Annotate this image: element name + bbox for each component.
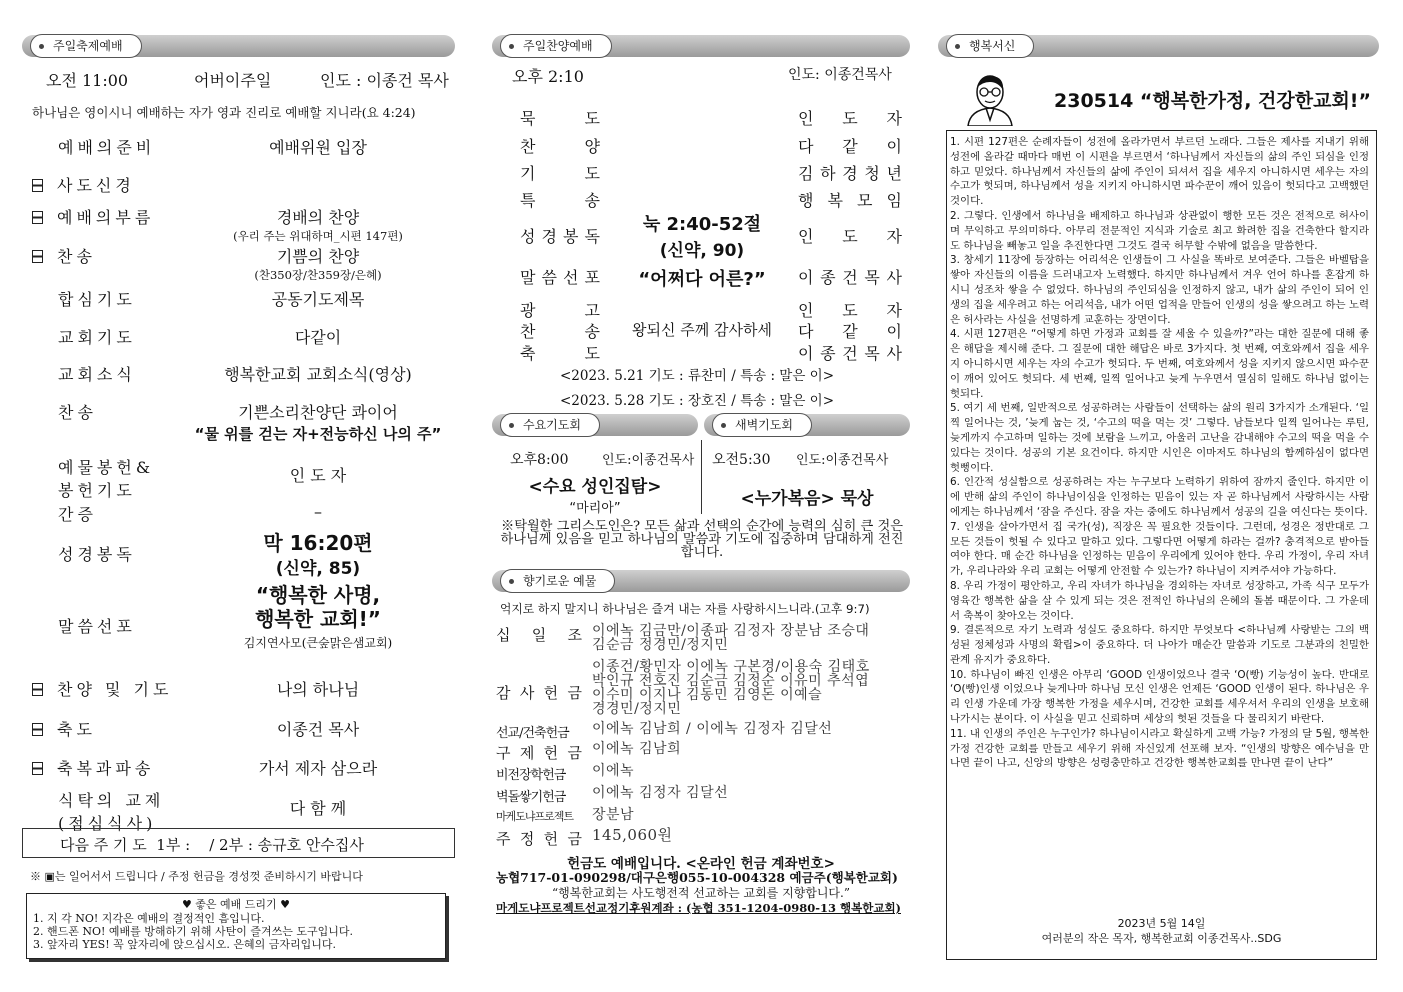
- letter-paragraph: 8. 우리 가정이 평안하고, 우리 자녀가 하나님을 경외하는 자녀로 성장하고, 가족 식구 모두가 영육간 행복한 삶을 살 수 있게 되는 것은 전적인 하나님의 은혜의 돌봄 때문이다. 그 가운데서 축복이 찾아오는 것이다.: [950, 579, 1369, 622]
- afternoon-order-label: [520, 298, 600, 321]
- order-label-text: (점심식사): [58, 814, 157, 833]
- order-label-text: 축복과파송: [57, 759, 155, 778]
- label-char: 양: [584, 137, 600, 156]
- order-label: [32, 677, 192, 700]
- leader-char: 도: [842, 227, 858, 246]
- standing-note: ※ ▣는 일어서서 드립니다 / 주정 헌금을 경성껏 준비하시기 바랍니다: [30, 870, 363, 883]
- letter-paragraph: 2. 그렇다. 인생에서 하나님을 배제하고 하나님과 상관없이 행한 모든 것은 전적으로 허사이며 무익하고 무의미하다. 아무리 전문적인 지식과 기술로 최고 화려한 집을 건축한다 할지라도 하나님을 빼놓고 일을 추진한다면 그것도 결국 허무할 수밖에 없음을 말씀한다.: [950, 209, 1369, 252]
- label-char: 독: [584, 227, 600, 246]
- afternoon-order-leader: [798, 188, 902, 211]
- order-label-text: 사도신경: [57, 176, 135, 195]
- label-char: 사: [519, 684, 535, 702]
- leader-char: 같: [842, 322, 858, 341]
- good-worship-box: [26, 893, 446, 959]
- service-occasion: 어버이주일: [194, 71, 272, 90]
- letter-paragraph: 9. 결론적으로 자기 노력과 성실도 중요하다. 하지만 무엇보다 <하나님께 사랑받는 그의 백성된 정체성과 사명의 확립>이 중요하다. 더 나아가 매순간 말씀과 기도로 그분과의 친밀한 관계 유지가 중요하다.: [950, 624, 1369, 666]
- pastor-letter-column: [938, 0, 1379, 992]
- order-label-text: 식탁의 교제: [58, 791, 165, 810]
- order-value: [182, 756, 454, 779]
- leader-char: 인: [798, 109, 814, 128]
- order-value: [182, 677, 454, 700]
- order-value-sub: 김지연사모(큰숲맑은샘교회): [243, 636, 393, 650]
- section-header-bar: [492, 414, 698, 436]
- order-label: [32, 717, 192, 740]
- section-header-offering: 향기로운 예물: [500, 569, 615, 593]
- label-char: 제: [519, 744, 535, 762]
- order-label: [32, 756, 192, 779]
- leader-char: 임: [886, 191, 902, 210]
- leader-char: 다: [798, 322, 814, 341]
- leader-char: 인: [798, 301, 814, 320]
- order-value-text: 행복한교회 교회소식(영상): [224, 365, 412, 384]
- divider: [701, 440, 702, 514]
- label-char: 말: [520, 268, 536, 287]
- order-label-text: 성경봉독: [58, 545, 136, 564]
- order-value: [182, 796, 454, 819]
- offering-label: [496, 682, 582, 703]
- label-char: 감: [496, 684, 511, 702]
- order-value: [182, 717, 454, 740]
- afternoon-worship-column: [492, 0, 912, 992]
- afternoon-order-leader: [798, 106, 902, 129]
- leader-char: 경: [842, 164, 858, 183]
- section-header-morning: 주일축제예배: [30, 34, 142, 58]
- label-char: 선: [563, 268, 579, 287]
- standing-mark-icon: [32, 723, 43, 736]
- order-label-text: 합심기도: [58, 290, 136, 309]
- leader-char: 이: [798, 268, 814, 287]
- order-value: [182, 205, 454, 244]
- label-char: 포: [584, 268, 600, 287]
- order-label-text: 봉헌기도: [58, 481, 136, 500]
- offering-label: 선교/건축헌금: [496, 726, 569, 741]
- leader-char: 목: [864, 268, 880, 287]
- order-value-text: 인 도 자: [289, 466, 347, 485]
- order-value-text: 나의 하나님: [276, 680, 360, 699]
- label-char: 특: [520, 191, 536, 210]
- wed-time: 오후8:00: [510, 452, 569, 468]
- leader-char: 자: [886, 227, 902, 246]
- afternoon-order-label: [520, 106, 600, 129]
- order-label-text: 예물봉헌&: [58, 458, 155, 477]
- order-value-text: 기쁨의 찬양: [276, 247, 360, 266]
- letter-body: [950, 135, 1369, 771]
- order-value-text: 공동기도제목: [271, 290, 365, 309]
- afternoon-order-leader: [798, 265, 902, 288]
- order-label-text: 예배의부름: [57, 208, 155, 227]
- label-char: 성: [520, 227, 536, 246]
- afternoon-order-content: [612, 319, 792, 340]
- offering-label: [496, 624, 582, 645]
- offering-value: 이에녹: [592, 763, 635, 779]
- next-prayer: 다음 주 기 도 1부 : / 2부 : 송규호 안수집사: [60, 836, 364, 854]
- wed-subtitle: “마리아”: [569, 501, 621, 516]
- exhortation: ※탁월한 그리스도인은? 모든 삶과 선택의 순간에 능력의 심히 큰 것은 하나님께 있음을 믿고 하나님의 말씀과 기도에 집중하며 담대하게 전진합니다.: [500, 519, 904, 560]
- account-note: “행복한교회는 사도행전적 선교하는 교회를 지향합니다.”: [552, 886, 850, 900]
- label-char: 씀: [541, 268, 557, 287]
- good-worship-line: 1. 지 각 NO! 지각은 예배의 결정적인 흠입니다.: [33, 912, 265, 925]
- label-char: 금: [567, 830, 582, 848]
- letter-paragraph: 11. 내 인생의 주인은 누구인가? 하나님이시라고 확실하게 고백 가능? 가정의 달 5월, 행복한 가정 건강한 교회를 만들고 세우기 위해 자신있게 선포해 보자. “인생의 방향은 예수님을 만나면 끝이 나고, 신앙의 방향은 성령충만하고 건강한 행복한교회를 만나면 끝이 난다”: [950, 727, 1369, 770]
- offering-label: 벽돌쌓기헌금: [496, 790, 566, 805]
- label-char: 광: [520, 301, 536, 320]
- order-label-text: 예배의준비: [58, 138, 156, 157]
- afternoon-leader: 인도: 이종건목사: [788, 67, 892, 83]
- afternoon-order-label: [520, 224, 600, 247]
- offering-value: 장분남: [592, 807, 635, 823]
- afternoon-order-label: [520, 341, 600, 364]
- standing-mark-icon: [32, 250, 43, 263]
- section-header-wednesday: 수요기도회: [500, 413, 600, 437]
- afternoon-order-leader: [798, 319, 902, 342]
- pastor-portrait-icon: [962, 70, 1018, 126]
- dawn-leader: 인도:이종건목사: [796, 453, 889, 468]
- label-char: 묵: [520, 109, 536, 128]
- afternoon-order-content: [612, 210, 792, 261]
- letter-paragraph: 3. 창세기 11장에 등장하는 어리석은 인생들이 그 사실을 똑바로 보여준다. 그들은 바벨탑을 쌓아 자신들의 이름을 드러내고자 노력했다. 하지만 하나님께서 겨우 언어 하나를 혼잡게 하시니 성조차 쌓을 수 없었다. 하나님의 주인되심을 인정하지 않고, 내가 삶의 주인이 되어 인생의 집을 세우려고 하는 어리석음, 내가 어떤 업적을 만들어 인생의 성을 쌓으려고 하는 노력은 허사라는 사실을 선명하게 교훈하는 장면이다.: [950, 254, 1369, 326]
- leader-char: 건: [842, 344, 858, 363]
- section-header-bar: [938, 35, 1379, 57]
- section-header-afternoon: 주일찬양예배: [500, 34, 612, 58]
- letter-paragraph: 5. 여기 세 번째, 일반적으로 성공하려는 사람들이 선택하는 삶의 원리 3가지가 소개된다. ‘일찍 일어나는 것, ’늦게 눕는 것, ‘수고의 떡을 먹는 것’ 그렇다. 남들보다 일찍 일어나는 루틴, 늦게까지 수고하며 일하는 것에 보람을 느끼고, 아울러 고난을 감내해야 수고의 떡을 먹을 수 있다는 것이다. 성공의 기본 요건이다. 하지만 시인은 이마저도 하나님의 함께하심이 없다면 헛뻥이다.: [950, 402, 1369, 474]
- order-value-sub: (찬350장/찬359장/은혜): [254, 268, 382, 282]
- order-label-text: 찬송: [58, 403, 97, 422]
- order-value-text: 예배위원 입장: [269, 138, 367, 157]
- afternoon-order-text: 눅 2:40-52절: [642, 214, 762, 235]
- afternoon-order-leader: [798, 134, 902, 157]
- offering-value: 이에녹 김남희: [592, 741, 682, 757]
- leader-char: 이: [886, 137, 902, 156]
- account-title: 헌금도 예배입니다. <온라인 헌금 계좌번호>: [567, 856, 835, 872]
- order-value-text: 가서 제자 삼으라: [258, 759, 378, 778]
- leader-char: 목: [864, 344, 880, 363]
- order-label-text: 축도: [57, 720, 96, 739]
- leader-char: 하: [820, 164, 836, 183]
- leader-char: 자: [886, 301, 902, 320]
- standing-mark-icon: [32, 762, 43, 775]
- leader-char: 종: [820, 268, 836, 287]
- label-char: 헌: [543, 744, 559, 762]
- order-value-text: 다같이: [294, 328, 342, 347]
- leader-char: 도: [842, 109, 858, 128]
- offering-value: 이종건/황민자 이에녹 구본경/이용숙 김태호 박인규 전호진 김순금 김정순 이유미 추석엽 이수미 이지나 김동민 김영돈 이예슬 경경민/정지민: [592, 659, 870, 717]
- letter-signature: 여러분의 작은 목자, 행복한교회 이종건목사..SDG: [1041, 932, 1282, 945]
- order-value-text: 행복한 교회!”: [255, 607, 381, 631]
- good-worship-line: 3. 앞자리 YES! 꼭 앞자리에 앉으십시오. 은혜의 금자리입니다.: [33, 938, 336, 951]
- label-char: 송: [584, 322, 600, 341]
- order-label-text: 교회기도: [58, 328, 136, 347]
- label-char: 경: [541, 227, 557, 246]
- leader-char: 사: [886, 344, 902, 363]
- order-label-text: 간증: [58, 505, 97, 524]
- leader-char: 년: [886, 164, 902, 183]
- leader-char: 청: [864, 164, 880, 183]
- worship-verse: 하나님은 영이시니 예배하는 자가 영과 진리로 예배할 지니라(요 4:24): [32, 105, 416, 120]
- order-label: [32, 244, 192, 267]
- afternoon-order-leader: [798, 224, 902, 247]
- label-char: 금: [567, 744, 582, 762]
- label-char: 기: [520, 164, 536, 183]
- service-leader: 인도 : 이종건 목사: [320, 71, 449, 90]
- order-label: [32, 205, 192, 228]
- afternoon-order-label: [520, 188, 600, 211]
- offering-label: [496, 828, 582, 849]
- letter-paragraph: 6. 인간적 성실함으로 성공하려는 자는 누구보다 노력하기 위하여 잠까지 줄인다. 하지만 이에 반해 삶의 주인이 하나님이심을 인정하는 믿음이 있는 자 곧 하나님께서 사랑하시는 사람에게는 하나님께서 ‘잠을 주신다. 잠을 자는 중에도 하나님께서 성공의 길을 여신다는 뜻이다.: [950, 476, 1369, 518]
- order-label-text: 찬양 및 기도: [57, 680, 173, 699]
- letter-paragraph: 1. 시편 127편은 순례자들이 성전에 올라가면서 부르던 노래다. 그들은 제사를 지내기 위해 성전에 올라갈 때마다 매번 이 시편을 부르면서 ‘하나님께서 자신들의 삶의 주인 되심을 인정하고 믿었다. 하나님께서 자신들의 삶에 주인이 되셔서 집을 세우지 아니하시면 세우는 자의 수고가 헛되며, 하나님께서 성을 지키지 아니하시면 파수꾼이 깨어 있음이 헛되다고 고백했던 것이다.: [950, 136, 1369, 208]
- label-char: 헌: [543, 830, 559, 848]
- leader-char: 사: [886, 268, 902, 287]
- order-value-sub: “물 위를 걷는 자+전능하신 나의 주”: [194, 425, 442, 443]
- leader-char: 다: [798, 137, 814, 156]
- afternoon-order-text: 왕되신 주께 감사하세: [632, 321, 772, 339]
- order-value-text: 다 함 께: [289, 799, 347, 818]
- label-char: 도: [584, 344, 600, 363]
- leader-char: 복: [827, 191, 843, 210]
- label-char: 송: [584, 191, 600, 210]
- section-header-bar: [492, 570, 910, 592]
- letter-paragraph: 10. 하나님이 빠진 인생은 아무리 ‘GOOD 인생이었으나 결국 ‘O(빵) 기능성이 높다. 반대로 ‘O(빵)인생 이었으나 늦게나마 하나님 모신 인생은 언제든 ‘GOOD 인생이 된다. 하나님은 우리 인생 가운데 가장 행복한 가정을 세우시며, 건강한 교회를 세우셔서 우리의 인생을 보호해 나가시는 분이다. 이 사실을 믿고 신뢰하며 세상의 헛된 것들을 다 물리치기 바란다.: [950, 668, 1369, 726]
- letter-paragraph: 4. 시편 127편은 “어떻게 하면 가정과 교회를 잘 세울 수 있을까?”라는 대한 질문에 대해 좋은 해답을 제시해 준다. 그 질문에 대한 해답은 바로 3가지다. 첫 번째, 여호와께서 집을 세우지 아니하시면 세우는 자의 수고가 헛되다. 두 번째, 여호와께서 성을 지키지 않으시면 파수꾼이 깨어 있어도 헛되다. 세 번째, 일찍 일어나고 늦게 누우면서 열심히 일해도 하나님 없이는 헛되다.: [950, 328, 1369, 400]
- section-header-bar: [704, 414, 910, 436]
- label-char: 도: [584, 109, 600, 128]
- order-value-text: –: [314, 502, 322, 521]
- afternoon-order-label: [520, 161, 600, 184]
- order-value: [182, 584, 454, 651]
- order-value: [182, 244, 454, 283]
- standing-mark-icon: [32, 179, 43, 192]
- order-value: [182, 287, 454, 310]
- leader-char: 같: [842, 137, 858, 156]
- afternoon-time: 오후 2:10: [512, 67, 584, 86]
- order-value: [182, 532, 454, 579]
- letter-paragraph: 7. 인생을 살아가면서 집 국가(성), 직장은 꼭 필요한 것들이다. 그런데, 성경은 정반대로 그 모든 것들이 헛될 수 있다고 말하고 있다. 그렇다면 어떻게 하라는 걸까? 충격적으로 받아들여야 한다. 매 순간 하나님을 인정하는 믿음이 우리에게 있어야 한다. 우리 가정이, 우리 자녀가, 우리나라와 우리 교회는 어떻게 안전할 수 있는가? 하나님이 지켜주셔야 가능하다.: [950, 520, 1369, 578]
- offering-label: 비전장학헌금: [496, 768, 566, 783]
- label-char: 고: [584, 301, 600, 320]
- order-label-text: 교회소식: [58, 365, 136, 384]
- label-char: 찬: [520, 137, 536, 156]
- standing-mark-icon: [32, 683, 43, 696]
- morning-worship-column: [22, 0, 455, 992]
- wed-leader: 인도:이종건목사: [602, 453, 695, 468]
- leader-char: 자: [886, 109, 902, 128]
- schedule-line: <2023. 5.21 기도 : 류찬미 / 특송 : 말은 이>: [560, 368, 835, 384]
- section-header-letter: 행복서신: [946, 34, 1034, 58]
- afternoon-order-leader: [798, 298, 902, 321]
- order-label-text: 말씀선포: [58, 617, 136, 636]
- offering-label: [496, 742, 582, 763]
- order-value-text: “행복한 사명,: [255, 583, 381, 607]
- label-char: 헌: [543, 684, 559, 702]
- letter-date: 2023년 5월 14일: [1117, 917, 1206, 930]
- order-value-text: 기쁜소리찬양단 콰이어: [238, 403, 398, 422]
- mission-account: 마게도냐프로젝트선교정기후원계좌 : (농협 351-1204-0980-13 행복한교회): [496, 901, 901, 915]
- leader-char: 모: [857, 191, 873, 210]
- section-header-dawn: 새벽기도회: [712, 413, 812, 437]
- leader-char: 종: [820, 344, 836, 363]
- leader-char: 인: [798, 227, 814, 246]
- afternoon-order-label: [520, 134, 600, 157]
- label-char: 봉: [563, 227, 579, 246]
- account-line: 농협717-01-090298/대구은행055-10-004328 예금주(행복한교회): [496, 870, 898, 885]
- offering-label: 마케도냐프로젝트: [496, 810, 574, 823]
- afternoon-order-leader: [798, 341, 902, 364]
- order-value-text: 막 16:20편: [263, 531, 373, 555]
- offering-value: 이에녹 김금만/이종파 김정자 장분남 조승대 김순금 정경민/정지민: [592, 623, 870, 653]
- offering-verse: 억지로 하지 말지니 하나님은 즐겨 내는 자를 사랑하시느니라.(고후 9:7): [500, 602, 870, 616]
- order-label: [32, 173, 192, 196]
- dawn-time: 오전5:30: [712, 452, 771, 468]
- order-value-sub: (우리 주는 위대하며_시편 147편): [233, 229, 403, 243]
- order-label-text: 찬송: [57, 247, 96, 266]
- leader-char: 이: [886, 322, 902, 341]
- order-value: [182, 400, 454, 444]
- label-char: 구: [496, 744, 511, 762]
- label-char: 조: [567, 626, 582, 644]
- good-worship-title: ♥ 좋은 예배 드리기 ♥: [181, 898, 291, 911]
- letter-title: 230514 “행복한가정, 건강한교회!”: [1054, 90, 1371, 112]
- wed-title: <수요 성인집탐>: [528, 477, 662, 497]
- order-value: [182, 135, 454, 158]
- order-value: [182, 362, 454, 385]
- section-header-bar: [492, 35, 910, 57]
- order-value-sub: (신약, 85): [275, 559, 361, 579]
- label-char: 도: [584, 164, 600, 183]
- label-char: 일: [531, 626, 547, 644]
- label-char: 찬: [520, 322, 536, 341]
- offering-value: 이에녹 김정자 김달선: [592, 785, 729, 801]
- afternoon-order-leader: [798, 161, 902, 184]
- leader-char: 김: [798, 164, 814, 183]
- label-char: 십: [496, 626, 511, 644]
- afternoon-order-text: (신약, 90): [659, 241, 745, 261]
- order-value: [182, 463, 454, 486]
- afternoon-order-label: [520, 319, 600, 342]
- section-header-bar: [22, 35, 455, 57]
- offering-value: 145,060원: [592, 826, 673, 844]
- afternoon-order-label: [520, 265, 600, 288]
- afternoon-order-text: “어쩌다 어른?”: [638, 269, 766, 290]
- label-char: 축: [520, 344, 536, 363]
- dawn-title: <누가복음> 묵상: [740, 489, 874, 509]
- order-value: [182, 502, 454, 521]
- offering-value: 이에녹 김남희 / 이에녹 김정자 김달선: [592, 721, 833, 737]
- order-value-text: 이종건 목사: [276, 720, 360, 739]
- standing-mark-icon: [32, 211, 43, 224]
- order-value: [182, 325, 454, 348]
- label-char: 금: [567, 684, 582, 702]
- leader-char: 건: [842, 268, 858, 287]
- label-char: 정: [519, 830, 535, 848]
- leader-char: 이: [798, 344, 814, 363]
- order-value-text: 경배의 찬양: [276, 208, 360, 227]
- schedule-line: <2023. 5.28 기도 : 장호진 / 특송 : 말은 이>: [560, 393, 835, 409]
- leader-char: 행: [798, 191, 814, 210]
- afternoon-order-content: [612, 265, 792, 291]
- label-char: 주: [496, 830, 511, 848]
- leader-char: 도: [842, 301, 858, 320]
- good-worship-line: 2. 핸드폰 NO! 예배를 방해하기 위해 사탄이 즐겨쓰는 도구입니다.: [33, 925, 354, 938]
- service-time: 오전 11:00: [46, 71, 129, 90]
